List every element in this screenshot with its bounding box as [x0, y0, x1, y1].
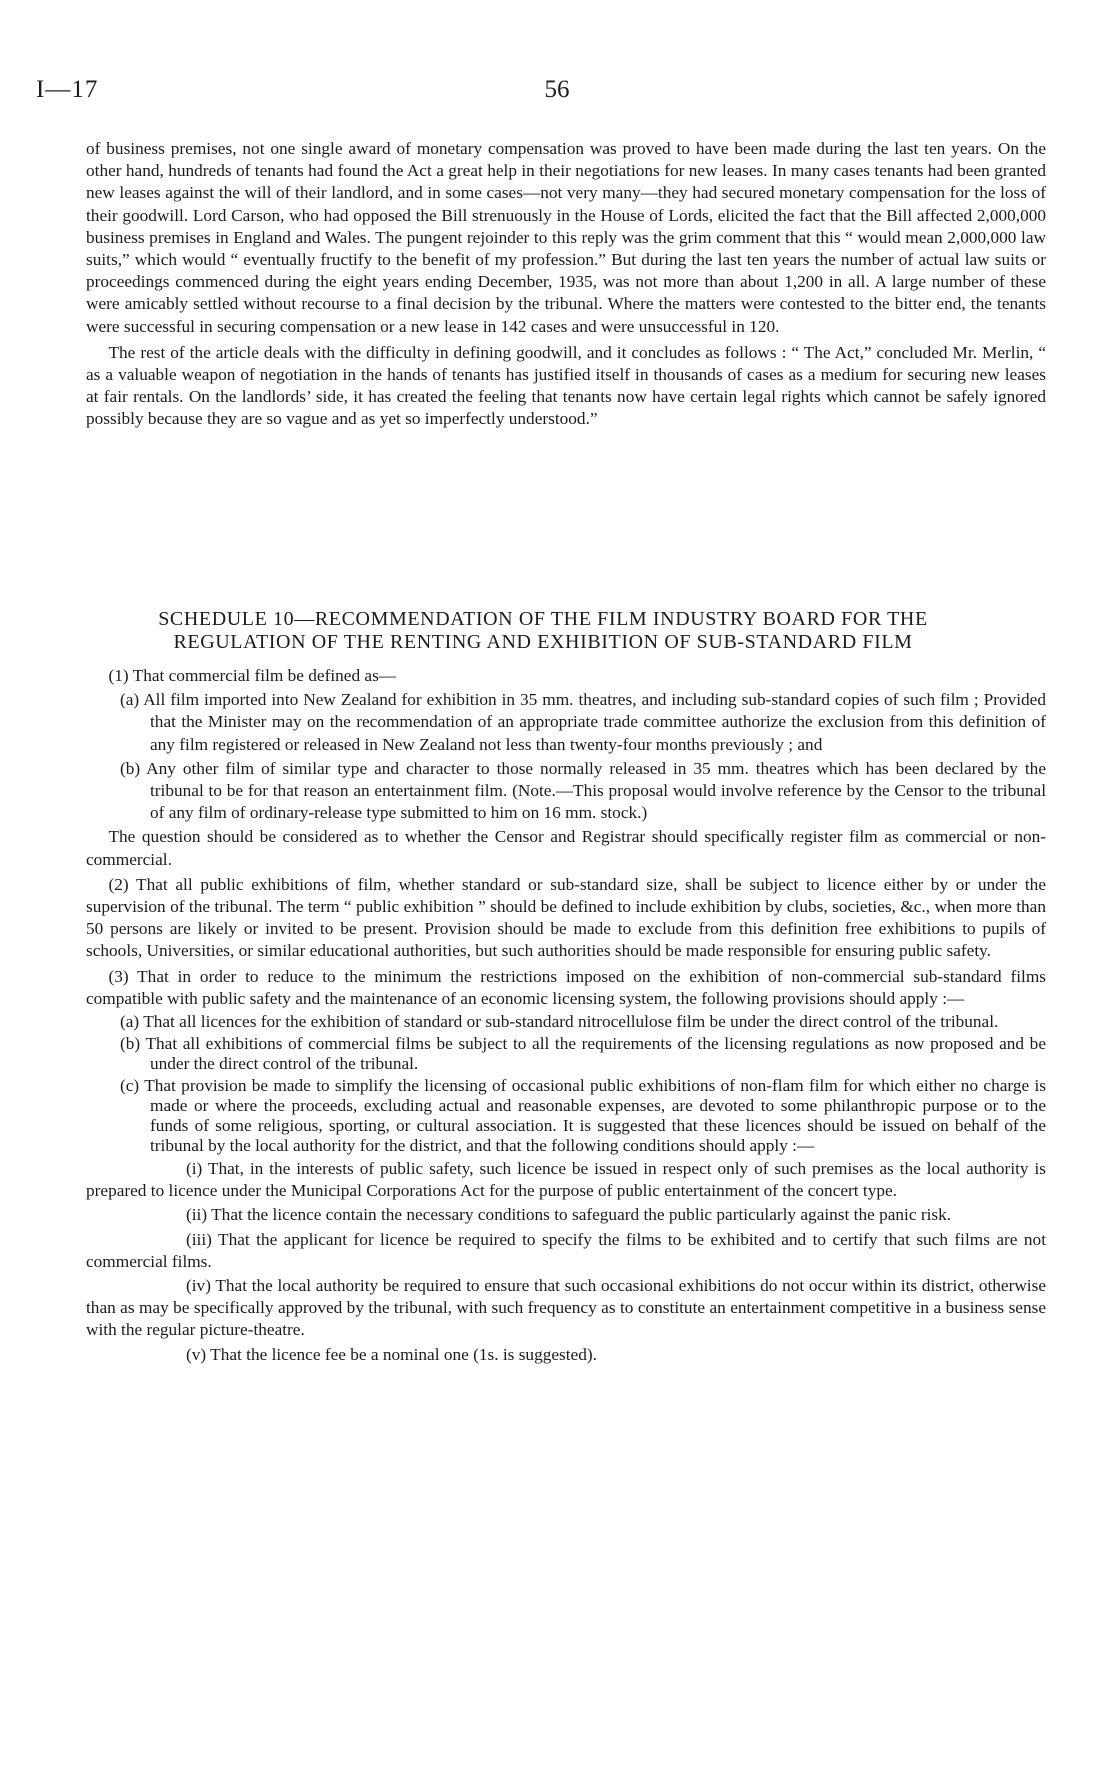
- sub-clause: (a) That all licences for the exhibition of standard or sub-standard nitrocellulose film be under the direct control of the tribunal.: [120, 1012, 999, 1032]
- page-number: 56: [544, 76, 570, 103]
- article-continuation: [86, 138, 1046, 431]
- condition-item: (ii) That the licence contain the necessary conditions to safeguard the public particularly against the panic risk.: [186, 1205, 952, 1225]
- document-reference: I—17: [36, 76, 99, 103]
- clause: (3) That in order to reduce to the minimum the restrictions imposed on the exhibition of non-commercial sub-standard films compatible with public safety and the maintenance of an economic licensing system, the following provisions should apply :—: [86, 966, 1046, 1008]
- clause: (1) That commercial film be defined as—: [108, 666, 397, 685]
- paragraph: The rest of the article deals with the difficulty in defining goodwill, and it concludes as follows : “ The Act,” concluded Mr. Merlin, “ as a valuable weapon of negotiation in the hands of tenants has justified itself in thousands of cases as a medium for securing new leases at fair rentals. On the landlords’ side, it has created the feeling that tenants now have certain legal rights which cannot be safely ignored possibly because they are so vague and as yet so imperfectly understood.”: [86, 342, 1046, 429]
- sub-clause: (a) All film imported into New Zealand for exhibition in 35 mm. theatres, and including sub-standard copies of such film ; Provided that the Minister may on the recommendation of an appropriate trade committee authorize the exclusion from this definition of any film registered or released in New Zealand not less than twenty-four months previously ; and: [120, 690, 1046, 754]
- schedule-heading-line: REGULATION OF THE RENTING AND EXHIBITION OF SUB-STANDARD FILM: [173, 631, 913, 653]
- sub-clause: (c) That provision be made to simplify the licensing of occasional public exhibitions of non-flam film for which either no charge is made or where the proceeds, excluding actual and reasonable expenses, are devoted to some philanthropic purpose or to the funds of some religious, sporting, or cultural association. It is suggested that these licences should be issued on behalf of the tribunal by the local authority for the district, and that the following conditions should apply :—: [120, 1076, 1046, 1156]
- sub-clause: (b) That all exhibitions of commercial films be subject to all the requirements of the licensing regulations as now proposed and be under the direct control of the tribunal.: [120, 1034, 1046, 1074]
- schedule-heading-line: SCHEDULE 10—RECOMMENDATION OF THE FILM INDUSTRY BOARD FOR THE: [158, 608, 928, 630]
- paragraph: of business premises, not one single award of monetary compensation was proved to have been made during the last ten years. On the other hand, hundreds of tenants had found the Act a great help in their negotiations for new leases. In many cases tenants had been granted new leases against the will of their landlord, and in some cases—not very many—they had secured monetary compensation for the loss of their goodwill. Lord Carson, who had opposed the Bill strenuously in the House of Lords, elicited the fact that the Bill affected 2,000,000 business premises in England and Wales. The pungent rejoinder to this reply was the grim comment that this “ would mean 2,000,000 law suits,” which would “ eventually fructify to the benefit of my profession.” But during the last ten years the number of actual law suits or proceedings commenced during the eight years ending December, 1935, was not more than about 1,200 in all. A large number of these were amicably settled without recourse to a final decision by the tribunal. Where the matters were contested to the bitter end, the tenants were successful in securing compensation or a new lease in 142 cases and were unsuccessful in 120.: [86, 139, 1046, 336]
- condition-item: (iv) That the local authority be required to ensure that such occasional exhibitions do not occur within its district, otherwise than as may be specifically approved by the tribunal, with such frequency as to constitute an entertainment competitive in a business sense with the regular picture-theatre.: [86, 1276, 1046, 1340]
- sub-clause: (b) Any other film of similar type and character to those normally released in 35 mm. theatres which has been declared by the tribunal to be for that reason an entertainment film. (Note.—This proposal would involve reference by the Censor to the tribunal of any film of ordinary-release type submitted to him on 16 mm. stock.): [120, 758, 1046, 823]
- condition-item: (v) That the licence fee be a nominal one (1s. is suggested).: [186, 1344, 597, 1364]
- paragraph: The question should be considered as to whether the Censor and Registrar should specifically register film as commercial or non-commercial.: [86, 827, 1046, 869]
- schedule-body: [86, 665, 1046, 1366]
- clause: (2) That all public exhibitions of film, whether standard or sub-standard size, shall be subject to licence either by or under the supervision of the tribunal. The term “ public exhibition ” should be defined to include exhibition by clubs, societies, &c., when more than 50 persons are likely or invited to be present. Provision should be made to exclude from this definition free exhibitions to pupils of schools, Universities, or similar educational authorities, but such authorities should be made responsible for ensuring public safety.: [86, 874, 1046, 961]
- page-header: [36, 76, 1078, 110]
- condition-item: (iii) That the applicant for licence be required to specify the films to be exhibited and to certify that such films are not commercial films.: [86, 1229, 1046, 1271]
- condition-item: (i) That, in the interests of public safety, such licence be issued in respect only of such premises as the local authority is prepared to licence under the Municipal Corporations Act for the purpose of public entertainment of the concert type.: [86, 1159, 1046, 1201]
- schedule-heading: [40, 608, 1046, 654]
